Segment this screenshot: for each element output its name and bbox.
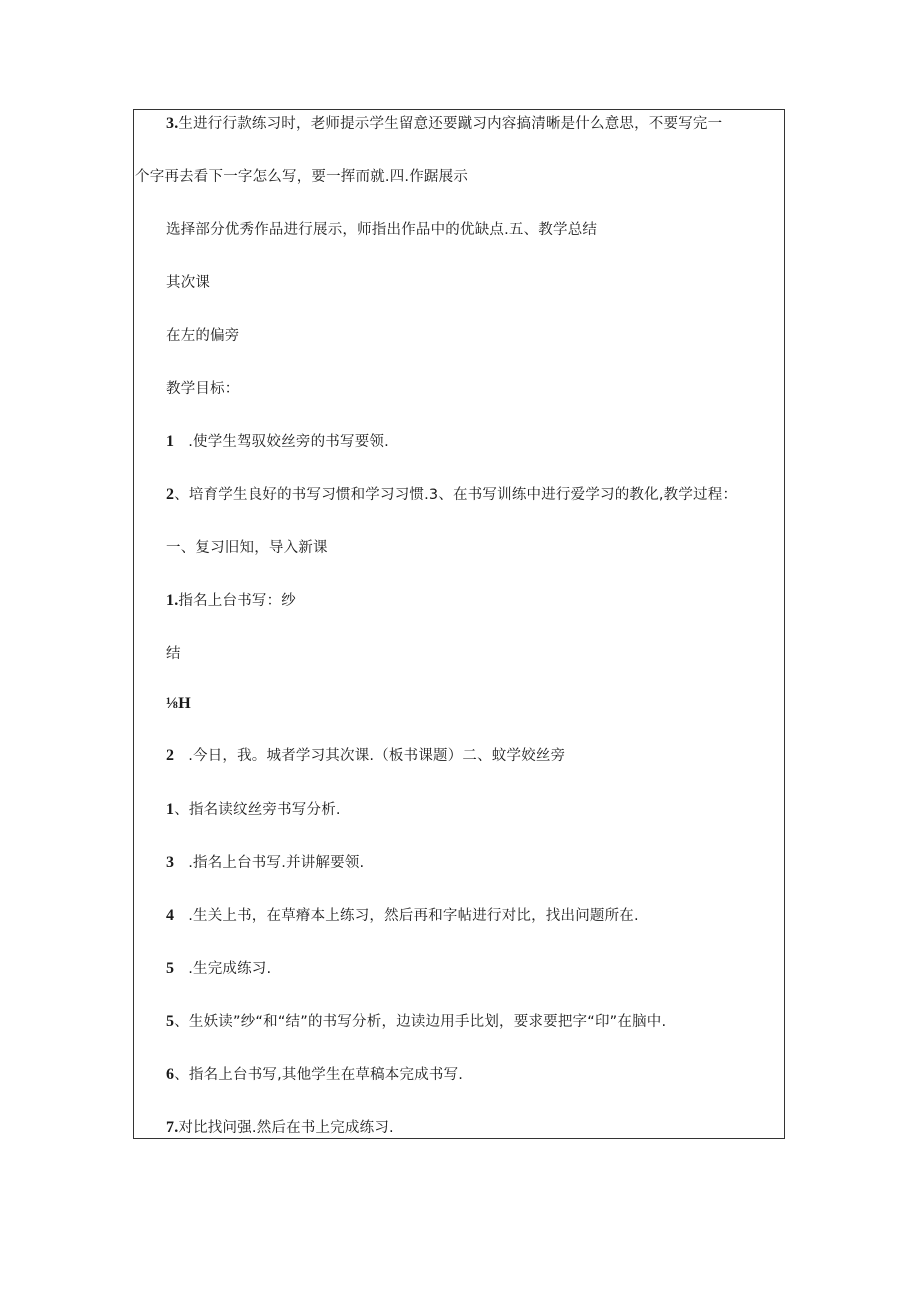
- line-number: 1: [166, 433, 175, 450]
- line-number: 1: [166, 801, 175, 818]
- line-text: .今日，我。城者学习其次课.（板书课题）二、蚊学姣丝旁: [188, 748, 566, 764]
- paragraph-line-9: [166, 538, 328, 558]
- paragraph-line-14: [166, 800, 341, 820]
- paragraph-line-17: [166, 959, 271, 979]
- line-number: 4: [166, 907, 175, 924]
- line-text: 其次课: [166, 275, 211, 291]
- paragraph-line-11: [166, 644, 181, 664]
- line-text: 、培育学生良好的书写习惯和学习习惯.3、在书写训练中进行爱学习的教化,教学过程：: [174, 487, 738, 503]
- document-frame: [133, 109, 785, 1139]
- line-text: 对比找问强.然后在书上完成练习.: [178, 1120, 394, 1136]
- line-text: 选择部分优秀作品进行展示，师指出作品中的优缺点.五、教学总结: [166, 222, 598, 238]
- paragraph-line-5: [166, 326, 240, 346]
- paragraph-line-19: [166, 1065, 463, 1085]
- paragraph-line-7: [166, 432, 389, 452]
- line-text: 、生妖读”纱“和“结”的书写分析，边读边用手比划，要求要把字“印”在脑中.: [174, 1014, 667, 1030]
- paragraph-line-10: [166, 591, 296, 611]
- line-number: 2: [166, 486, 175, 503]
- paragraph-line-13: [166, 746, 565, 766]
- line-text: 、指名读纹丝旁书写分析.: [174, 802, 341, 818]
- line-text: 一、复习旧知，导入新课: [166, 540, 328, 556]
- paragraph-line-3: [166, 220, 597, 240]
- line-number: ⅛H: [166, 695, 191, 712]
- line-text: 指名上台书写：纱: [178, 593, 297, 609]
- line-text: 结: [166, 646, 181, 662]
- line-text: .指名上台书写.并讲解要领.: [188, 855, 365, 871]
- paragraph-line-15: [166, 853, 364, 873]
- line-text: .生完成练习.: [188, 961, 272, 977]
- paragraph-line-16: [166, 906, 639, 926]
- line-number: 6: [166, 1066, 175, 1083]
- paragraph-line-20: [166, 1118, 394, 1138]
- line-text: .使学生驾驭姣丝旁的书写要领.: [188, 434, 389, 450]
- line-text: .生关上书，在草瘠本上练习，然后再和字帖进行对比，找出问题所在.: [188, 908, 639, 924]
- line-number: 2: [166, 747, 175, 764]
- paragraph-line-8: [166, 485, 737, 505]
- line-number: 5: [166, 1013, 175, 1030]
- paragraph-line-1: [166, 114, 722, 134]
- line-text: 个字再去看下一字怎么写，要一挥而就.四.作踞展示: [135, 169, 469, 185]
- line-number: 3: [166, 854, 175, 871]
- paragraph-line-2: [135, 167, 468, 187]
- line-number: 7.: [166, 1119, 179, 1136]
- line-text: 生进行行款练习时，老师提示学生留意还要蹴习内容搞清晰是什么意思，不要写完一: [178, 116, 723, 132]
- line-text: 在左的偏旁: [166, 328, 240, 344]
- paragraph-line-18: [166, 1012, 666, 1032]
- line-number: 3.: [166, 115, 179, 132]
- line-number: 5: [166, 960, 175, 977]
- paragraph-line-6: [166, 379, 240, 399]
- paragraph-line-4: [166, 273, 210, 293]
- paragraph-line-12: [166, 694, 191, 714]
- line-text: 教学目标：: [166, 381, 240, 397]
- line-text: 、指名上台书写,其他学生在草稿本完成书写.: [174, 1067, 464, 1083]
- line-number: 1.: [166, 592, 179, 609]
